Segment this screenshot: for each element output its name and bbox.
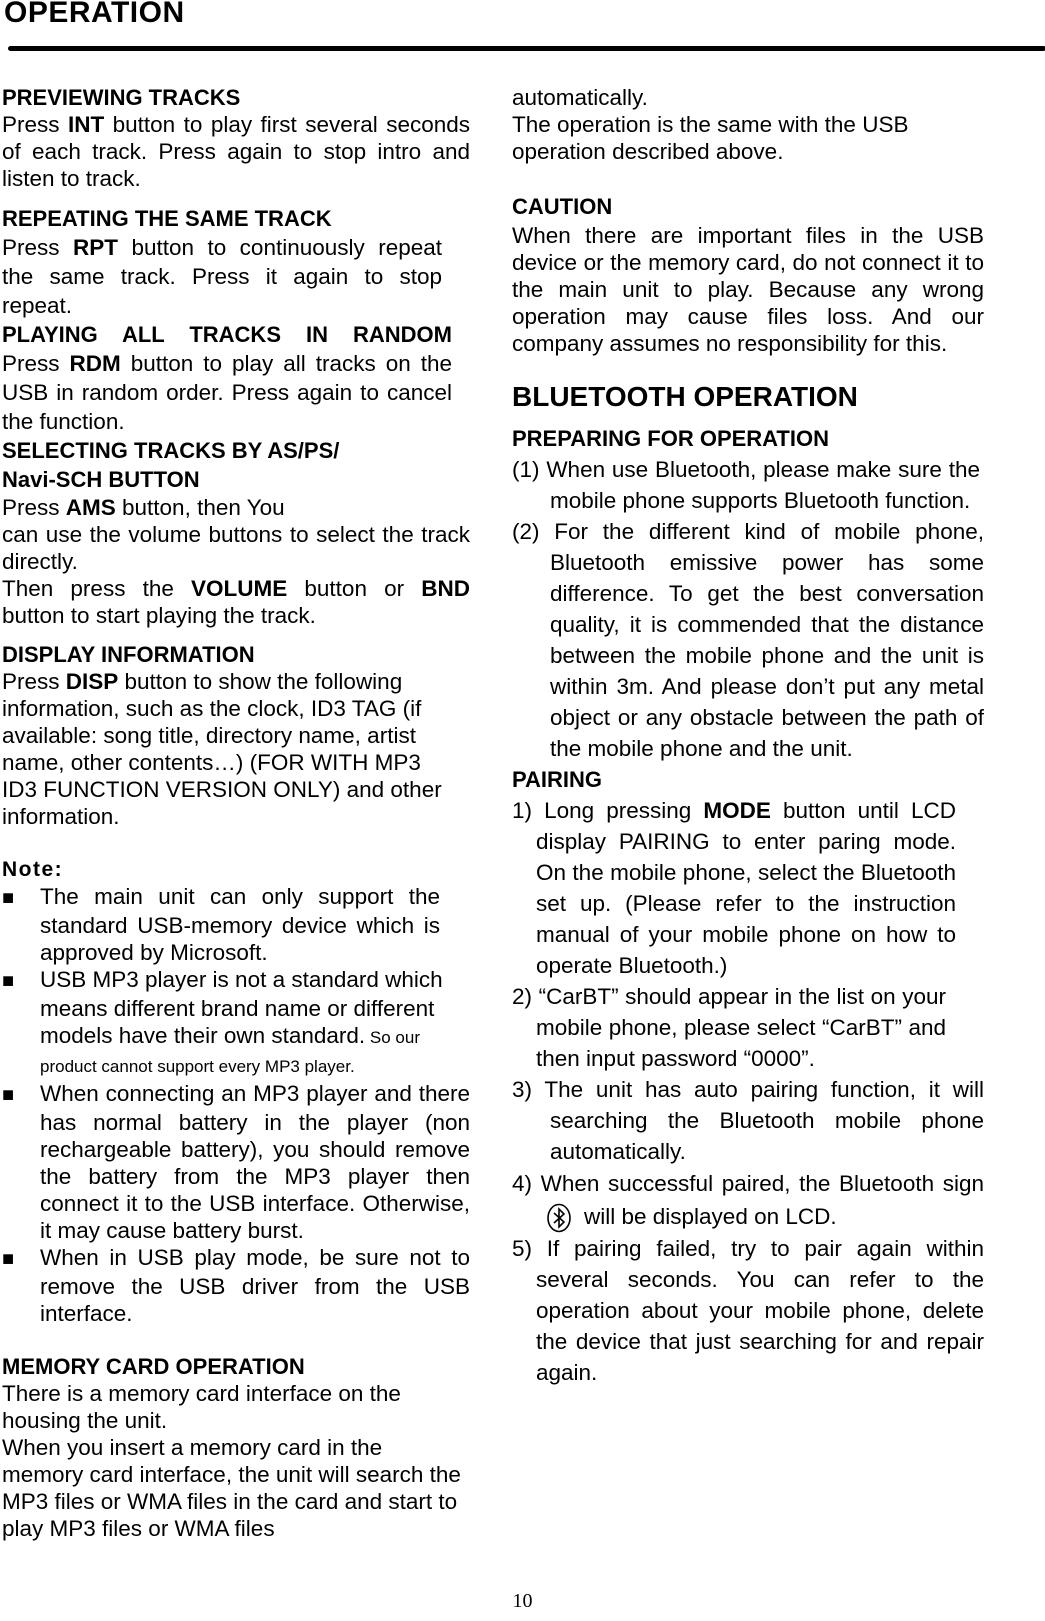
text: When connecting an MP3 player and there has normal battery in the player (non rechargeable battery), you should remove the battery from the MP3 player then connect it to the USB interface. Otherwise, it may cause battery burst. <box>40 1081 470 1243</box>
text: button until LCD display PAIRING to enter paring mode. On the mobile phone, select the Bluetooth set up. (Please refer to the instruction manual of your mobile phone on how to operate Bluetooth.) <box>536 798 956 978</box>
section-title: PLAYING ALL TRACKS IN RANDOM <box>2 322 452 347</box>
text: 1) Long pressing <box>512 798 704 823</box>
note-title: Note: <box>2 858 64 881</box>
memory-card-continued <box>512 84 984 165</box>
bullet-square-icon: ■ <box>2 1248 15 1270</box>
section-body: automatically. <box>512 85 648 110</box>
text: So our product cannot support every MP3 player. <box>40 1028 420 1076</box>
section-repeating-track <box>2 204 470 320</box>
text: Press <box>2 669 66 694</box>
note-item <box>2 1080 470 1244</box>
text: Press <box>2 495 66 520</box>
text: button, then You <box>115 495 285 520</box>
text: button to start playing the track. <box>2 603 316 628</box>
list-item: (1) When use Bluetooth, please make sure the mobile phone supports Bluetooth function. <box>512 457 980 513</box>
section-note <box>2 856 470 1327</box>
button-name: MODE <box>703 798 771 823</box>
section-body: There is a memory card interface on the housing the unit. <box>2 1381 401 1433</box>
section-previewing-tracks <box>2 84 470 192</box>
button-name: AMS <box>65 495 116 520</box>
section-body-2: can use the volume buttons to select the track directly. <box>2 522 470 574</box>
text: When in USB play mode, be sure not to remove the USB driver from the USB interface. <box>40 1245 470 1326</box>
subsection-title: PAIRING <box>512 767 603 792</box>
bullet-square-icon: ■ <box>2 970 15 992</box>
section-bluetooth <box>512 379 984 1388</box>
button-name: RDM <box>69 351 121 376</box>
text: will be displayed on LCD. <box>584 1204 837 1229</box>
section-title: CAUTION <box>512 194 613 219</box>
bullet-square-icon: ■ <box>2 887 15 909</box>
section-caution <box>512 191 984 357</box>
section-body <box>2 233 442 320</box>
page-number: 10 <box>512 1590 533 1612</box>
section-title: DISPLAY INFORMATION <box>2 642 255 667</box>
section-title: BLUETOOTH OPERATION <box>512 381 858 412</box>
section-title: PREVIEWING TRACKS <box>2 85 241 110</box>
section-body <box>2 494 470 521</box>
list-item: 5) If pairing failed, try to pair again within several seconds. You can refer to the operation about your mobile phone, delete the device that just searching for and repair again. <box>512 1236 984 1386</box>
note-item <box>2 1244 470 1327</box>
list-item <box>512 795 956 981</box>
button-name: BND <box>421 576 470 601</box>
text: button to continuously repeat the same track. Press it again to stop repeat. <box>2 235 443 318</box>
text: button or <box>287 576 422 601</box>
text: Press <box>2 351 70 376</box>
subsection-title: PREPARING FOR OPERATION <box>512 426 829 451</box>
list-item: (2) For the different kind of mobile phone, Bluetooth emissive power has some difference. To get the best conversation quality, it is commended that the distance between the mobile phone and the unit is within 3m. And please don’t put any metal object or any obstacle between the path of the mobile phone and the unit. <box>512 519 984 761</box>
text: button to show the following information, such as the clock, ID3 TAG (if available: song title, directory name, artist name, other contents…) (FOR WITH MP3 ID3 FUNCTION VERSION ONLY) and other information. <box>2 669 442 829</box>
note-item <box>2 883 440 966</box>
list-item <box>512 1167 984 1233</box>
section-title: MEMORY CARD OPERATION <box>2 1354 305 1379</box>
text: Press <box>2 112 68 137</box>
page-header-title: OPERATION <box>4 0 185 29</box>
button-name: DISP <box>65 669 119 694</box>
section-selecting-tracks <box>2 436 470 629</box>
section-memory-card <box>2 1353 470 1542</box>
text: The main unit can only support the standard USB-memory device which is approved by Microsoft. <box>40 884 440 965</box>
text: button to play all tracks on the USB in random order. Press again to cancel the function. <box>2 351 453 434</box>
section-body <box>2 111 470 192</box>
section-body <box>2 668 458 830</box>
text: USB MP3 player is not a standard which means different brand name or different models have their own standard. <box>40 967 443 1048</box>
text: Then press the <box>2 576 191 601</box>
section-title: REPEATING THE SAME TRACK <box>2 206 332 231</box>
text: Press <box>2 235 73 260</box>
header-rule <box>8 46 1045 51</box>
section-body: When there are important files in the USB device or the memory card, do not connect it to the main unit to play. Because any wrong operation may cause files loss. And our company assumes no responsibility for this. <box>512 223 984 356</box>
section-title: SELECTING TRACKS BY AS/PS/ <box>2 438 340 463</box>
section-random <box>2 320 470 436</box>
section-title-2: Navi-SCH BUTTON <box>2 467 200 492</box>
section-body-2: The operation is the same with the USB operation described above. <box>512 112 909 164</box>
button-name: INT <box>67 112 105 137</box>
bullet-square-icon: ■ <box>2 1084 15 1106</box>
text: 4) When successful paired, the Bluetooth sign <box>512 1171 984 1196</box>
bluetooth-icon <box>546 1203 572 1233</box>
section-display-information <box>2 641 470 830</box>
button-name: VOLUME <box>191 576 288 601</box>
section-body <box>2 349 452 436</box>
list-item: 2) “CarBT” should appear in the list on your mobile phone, please select “CarBT” and then input password “0000”. <box>512 984 946 1071</box>
text: button to play first several seconds of each track. Press again to stop intro and listen to track. <box>2 112 470 191</box>
right-column <box>512 84 984 1388</box>
list-item: 3) The unit has auto pairing function, it will searching the Bluetooth mobile phone automatically. <box>512 1077 984 1164</box>
left-column <box>2 84 470 1542</box>
note-item <box>2 966 450 1080</box>
section-body-3 <box>2 575 470 629</box>
section-body-2: When you insert a memory card in the memory card interface, the unit will search the MP3 files or WMA files in the card and start to play MP3 files or WMA files <box>2 1435 461 1541</box>
button-name: RPT <box>72 235 118 260</box>
